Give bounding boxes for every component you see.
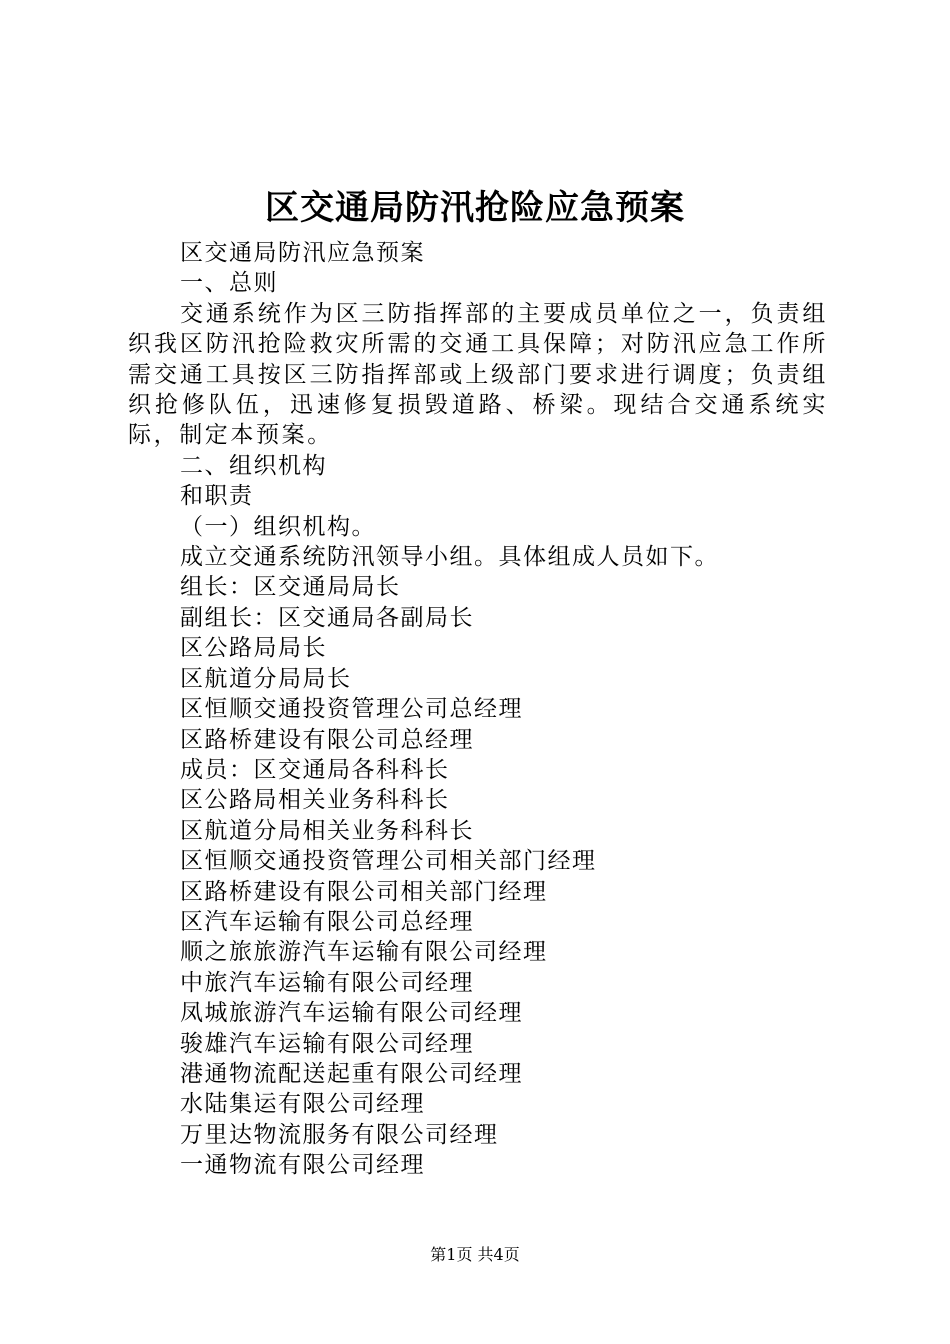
member-item: 区公路局相关业务科科长	[180, 787, 450, 814]
member-item: 区路桥建设有限公司相关部门经理	[180, 878, 548, 905]
document-subtitle: 区交通局防汛应急预案	[180, 240, 425, 266]
member-item: 万里达物流服务有限公司经理	[180, 1121, 499, 1148]
page-footer: 第1页 共4页	[430, 1245, 520, 1264]
member-list	[128, 572, 828, 1180]
subsection-heading-structure: （一）组织机构。	[180, 513, 376, 540]
member-item: 成员：区交通局各科科长	[180, 756, 450, 783]
member-item: 区恒顺交通投资管理公司相关部门经理	[180, 848, 597, 875]
section-heading-general: 一、总则	[180, 270, 278, 297]
member-item: 组长：区交通局局长	[180, 574, 401, 601]
member-item: 区路桥建设有限公司总经理	[180, 726, 474, 753]
member-item: 副组长：区交通局各副局长	[180, 604, 474, 631]
structure-intro: 成立交通系统防汛领导小组。具体组成人员如下。	[180, 544, 719, 571]
document-body	[128, 238, 828, 1181]
general-paragraph: 交通系统作为区三防指挥部的主要成员单位之一，负责组织我区防汛抢险救灾所需的交通工具保障；对防汛应急工作所需交通工具按区三防指挥部或上级部门要求进行调度；负责组织抢修队伍，迅速修复损毁道路、桥梁。现结合交通系统实际，制定本预案。	[128, 300, 828, 449]
section-heading-organization: 二、组织机构	[180, 452, 327, 479]
member-item: 区汽车运输有限公司总经理	[180, 908, 474, 935]
member-item: 区航道分局局长	[180, 665, 352, 692]
member-item: 中旅汽车运输有限公司经理	[180, 969, 474, 996]
member-item: 顺之旅旅游汽车运输有限公司经理	[180, 939, 548, 966]
document-title: 区交通局防汛抢险应急预案	[265, 188, 685, 228]
member-item: 水陆集运有限公司经理	[180, 1091, 425, 1118]
member-item: 一通物流有限公司经理	[180, 1152, 425, 1179]
section-heading-organization-cont: 和职责	[180, 483, 254, 510]
member-item: 区恒顺交通投资管理公司总经理	[180, 696, 523, 723]
member-item: 港通物流配送起重有限公司经理	[180, 1060, 523, 1087]
member-item: 区航道分局相关业务科科长	[180, 817, 474, 844]
member-item: 凤城旅游汽车运输有限公司经理	[180, 1000, 523, 1027]
member-item: 区公路局局长	[180, 635, 327, 662]
member-item: 骏雄汽车运输有限公司经理	[180, 1030, 474, 1057]
